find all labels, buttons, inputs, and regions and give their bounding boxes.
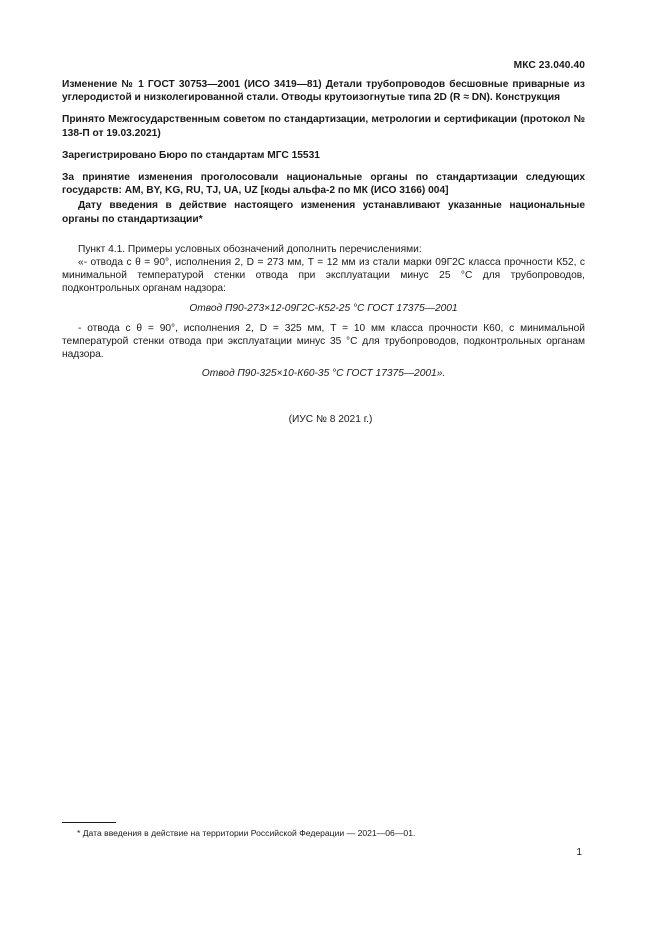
designation-example-1: Отвод П90-273×12-09Г2С-К52-25 °С ГОСТ 17375—2001	[189, 302, 458, 314]
ius-reference: (ИУС № 8 2021 г.)	[288, 414, 373, 425]
designation-example-2: Отвод П90-325×10-К60-35 °С ГОСТ 17375—2001».	[201, 368, 446, 380]
page-number: 1	[576, 847, 582, 858]
introduction-date-statement: Дату введения в действие настоящего изменения устанавливают указанные национальные органы по стандартизации*	[62, 200, 585, 225]
amendment-title: Изменение № 1 ГОСТ 30753—2001 (ИСО 3419—81) Детали трубопроводов бесшовные приварные из углеродистой и низколегированной стали. Отводы крутоизогнутые типа 2D (R ≈ DN). Конструкция	[62, 79, 585, 104]
footnote-separator	[62, 822, 116, 823]
designation-item-2: - отвода с θ = 90°, исполнения 2, D = 325 мм, T = 10 мм класса прочности К60, с минимальной температурой стенки отвода при эксплуатации минус 35 °С для трубопроводов, подконтрольных органам надзора.	[62, 322, 585, 361]
adopted-statement: Принято Межгосударственным советом по стандартизации, метрологии и сертификации (протокол № 138-П от 19.03.2021)	[62, 114, 585, 139]
registration-statement: Зарегистрировано Бюро по стандартам МГС 15531	[62, 149, 320, 161]
clause-heading: Пункт 4.1. Примеры условных обозначений дополнить перечислениями:	[78, 243, 422, 255]
classification-code: МКС 23.040.40	[513, 60, 585, 71]
document-body	[62, 78, 585, 388]
designation-item-1: «- отвода с θ = 90°, исполнения 2, D = 273 мм, T = 12 мм из стали марки 09Г2С класса прочности К52, с минимальной температурой стенки отвода при эксплуатации минус 25 °С для трубопроводов, подконтрольных органам надзора:	[62, 257, 585, 295]
footnote: * Дата введения в действие на территории Российской Федерации — 2021—06—01.	[77, 828, 416, 838]
voting-statement: За принятие изменения проголосовали национальные органы по стандартизации следующих государств: AM, BY, KG, RU, TJ, UA, UZ [коды альфа-2 по МК (ИСО 3166) 004]	[62, 172, 585, 197]
